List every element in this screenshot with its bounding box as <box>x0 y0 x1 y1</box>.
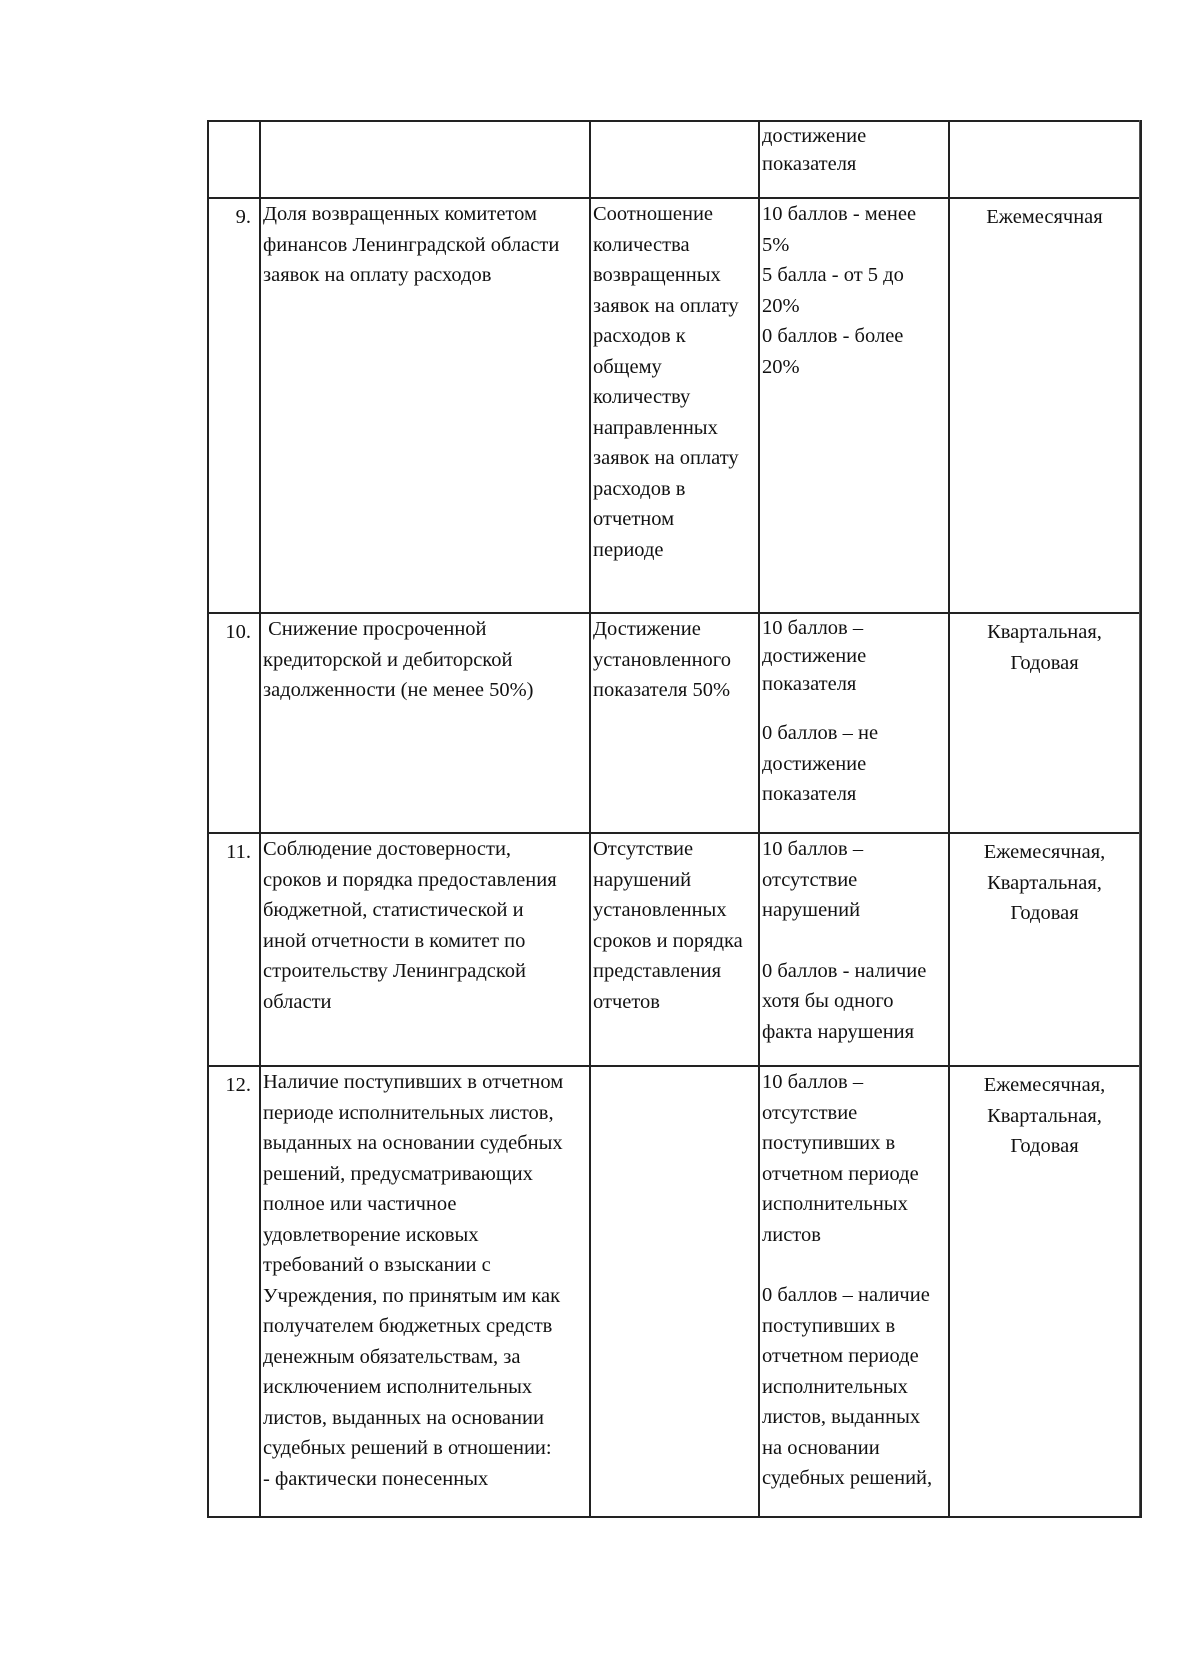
criterion-line: требований о взыскании с <box>263 1254 491 1276</box>
method-cell <box>590 121 759 198</box>
method-line: представления <box>593 960 721 982</box>
frequency-line: Годовая <box>1010 651 1079 674</box>
score-line: судебных решений, <box>762 1467 933 1489</box>
method-cell <box>590 1066 759 1517</box>
method-line: установленных <box>593 899 727 921</box>
method-line: Достижение <box>593 618 701 640</box>
criterion-line: листов, выданных на основании <box>263 1406 544 1429</box>
score-line: 0 баллов - наличие <box>762 959 927 982</box>
row-number-cell <box>208 198 260 613</box>
score-line: отчетном периоде <box>762 1345 919 1367</box>
indicators-table <box>207 120 1142 1518</box>
method-cell <box>590 833 759 1066</box>
score-line: 10 баллов – <box>762 1071 864 1093</box>
criterion-line: иной отчетности в комитет по <box>263 929 526 952</box>
score-line: 20% <box>762 294 800 317</box>
frequency-line: Годовая <box>1010 902 1079 924</box>
score-cell <box>759 613 949 833</box>
score-cell <box>759 121 949 198</box>
score-line: достижение <box>762 752 867 775</box>
row-number: 10. <box>225 621 251 643</box>
method-line: периоде <box>593 538 664 561</box>
score-line: 0 баллов – не <box>762 722 879 744</box>
score-line: 20% <box>762 355 800 378</box>
frequency-line: Ежемесячная, <box>983 841 1106 863</box>
score-line: показателя <box>762 673 857 695</box>
criterion-line: Наличие поступивших в отчетном <box>263 1071 564 1093</box>
criterion-line: Доля возвращенных комитетом <box>263 203 537 225</box>
row-number: 11. <box>226 841 251 863</box>
criterion-line: полное или частичное <box>263 1193 457 1215</box>
method-line: направленных <box>593 416 718 439</box>
frequency-cell <box>949 121 1141 198</box>
method-line: общему <box>593 355 662 378</box>
row-number-cell <box>208 833 260 1066</box>
criterion-line: получателем бюджетных средств <box>263 1315 553 1337</box>
row-number-cell <box>208 1066 260 1517</box>
score-line: 10 баллов - менее <box>762 203 917 225</box>
score-line: листов, выданных <box>762 1406 921 1428</box>
method-cell <box>590 613 759 833</box>
score-line: 0 баллов – наличие <box>762 1284 930 1306</box>
score-line: исполнительных <box>762 1193 908 1215</box>
criterion-line: Снижение просроченной <box>263 618 487 640</box>
score-cell <box>759 833 949 1066</box>
criterion-line: бюджетной, статистической и <box>263 899 524 921</box>
criterion-line: исключением исполнительных <box>263 1376 533 1398</box>
score-line: отчетном периоде <box>762 1162 919 1185</box>
score-line: поступивших в <box>762 1132 896 1154</box>
method-line: сроков и порядка <box>593 929 743 952</box>
score-line: 10 баллов – <box>762 617 864 639</box>
criterion-line: периоде исполнительных листов, <box>263 1101 554 1124</box>
method-line: отчетном <box>593 508 675 530</box>
row-number-cell <box>208 613 260 833</box>
score-line: листов <box>762 1223 821 1246</box>
frequency-line: Квартальная, <box>987 1104 1102 1127</box>
table-row <box>208 1066 1141 1517</box>
criterion-line: сроков и порядка предоставления <box>263 868 557 891</box>
criterion-line: кредиторской и дебиторской <box>263 648 513 671</box>
score-line: 0 баллов - более <box>762 325 904 347</box>
method-line: установленного <box>593 648 731 671</box>
frequency-line: Квартальная, <box>987 871 1102 894</box>
criterion-cell <box>260 121 590 198</box>
score-line: 5% <box>762 233 790 256</box>
score-line: на основании <box>762 1436 880 1459</box>
method-cell <box>590 198 759 613</box>
method-line: Отсутствие <box>593 838 694 860</box>
criterion-line: Учреждения, по принятым им как <box>263 1284 561 1307</box>
method-line: заявок на оплату <box>593 294 739 317</box>
criterion-cell <box>260 833 590 1066</box>
table-outer-border <box>1139 120 1143 1516</box>
score-line: поступивших в <box>762 1314 896 1337</box>
table-row <box>208 613 1141 833</box>
score-line: достижение <box>762 125 867 147</box>
criterion-line: судебных решений в отношении: <box>263 1437 552 1459</box>
score-line: показателя <box>762 783 857 805</box>
score-line: нарушений <box>762 899 861 921</box>
method-line: количеству <box>593 386 691 408</box>
score-line: 10 баллов – <box>762 838 864 860</box>
frequency-cell <box>949 198 1141 613</box>
row-number: 9. <box>235 206 251 228</box>
criterion-cell <box>260 198 590 613</box>
criterion-line: финансов Ленинградской области <box>263 233 560 256</box>
score-line: отсутствие <box>762 1101 858 1124</box>
criterion-line: задолженности (не менее 50%) <box>263 679 534 701</box>
method-line: нарушений <box>593 868 692 891</box>
criterion-line: строительству Ленинградской <box>263 960 527 982</box>
method-line: Соотношение <box>593 203 714 225</box>
score-line: достижение <box>762 645 867 667</box>
criterion-line: выданных на основании судебных <box>263 1132 563 1154</box>
score-line: 5 балла - от 5 до <box>762 264 904 286</box>
table-row <box>208 198 1141 613</box>
criterion-line: - фактически понесенных <box>263 1467 489 1490</box>
frequency-line: Ежемесячная, <box>983 1074 1106 1096</box>
score-line: хотя бы одного <box>762 990 894 1012</box>
frequency-line: Квартальная, <box>987 621 1102 643</box>
method-line: возвращенных <box>593 264 721 286</box>
score-cell <box>759 1066 949 1517</box>
method-line: расходов к <box>593 325 686 347</box>
frequency-cell <box>949 613 1141 833</box>
criterion-line: удовлетворение исковых <box>263 1223 479 1246</box>
criterion-cell <box>260 613 590 833</box>
frequency-line: Годовая <box>1010 1135 1079 1157</box>
method-line: заявок на оплату <box>593 447 739 469</box>
row-number-cell <box>208 121 260 198</box>
criterion-line: области <box>263 990 332 1013</box>
row-number: 12. <box>225 1074 251 1096</box>
frequency-cell <box>949 1066 1141 1517</box>
table-row-continued <box>208 121 1141 198</box>
table-row <box>208 833 1141 1066</box>
score-line: факта нарушения <box>762 1020 915 1043</box>
criterion-line: Соблюдение достоверности, <box>263 838 512 860</box>
score-line: отсутствие <box>762 868 858 891</box>
criterion-line: денежным обязательствам, за <box>263 1345 521 1368</box>
method-line: расходов в <box>593 477 686 500</box>
criterion-line: заявок на оплату расходов <box>263 264 492 286</box>
score-line: показателя <box>762 153 857 175</box>
score-line: исполнительных <box>762 1375 908 1398</box>
method-line: отчетов <box>593 990 660 1013</box>
score-cell <box>759 198 949 613</box>
criterion-line: решений, предусматривающих <box>263 1162 533 1185</box>
frequency-cell <box>949 833 1141 1066</box>
method-line: показателя 50% <box>593 679 731 701</box>
criterion-cell <box>260 1066 590 1517</box>
frequency-line: Ежемесячная <box>986 206 1103 228</box>
method-line: количества <box>593 233 690 256</box>
